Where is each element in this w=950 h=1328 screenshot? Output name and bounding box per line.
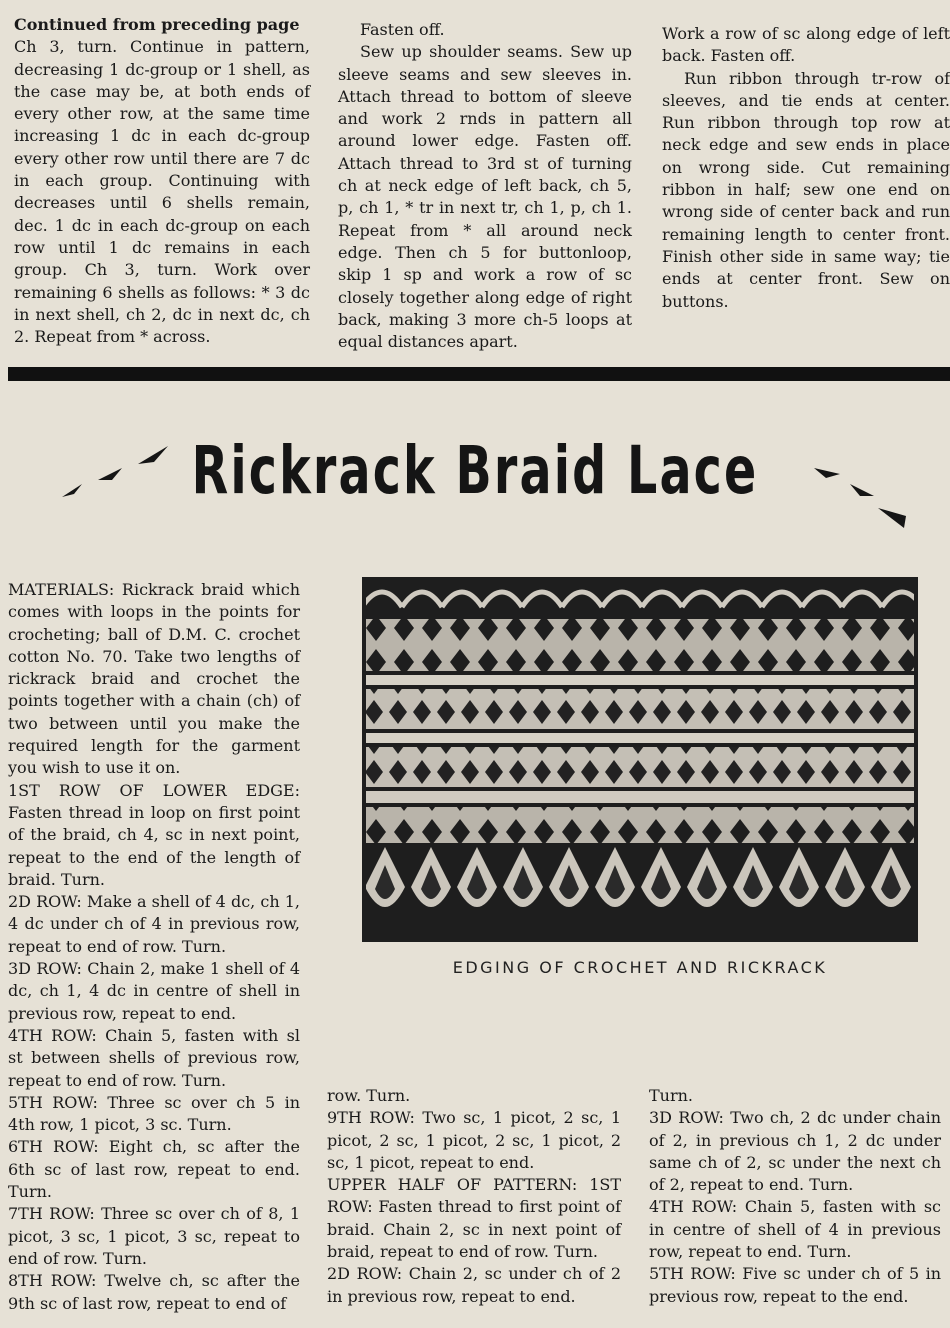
paragraph: 5TH ROW: Three sc over ch 5 in 4th row, 1 picot, 3 sc. Turn. [8, 1092, 300, 1135]
article-title: Rickrack Braid Lace [191, 432, 759, 509]
paragraph: 9TH ROW: Two sc, 1 picot, 2 sc, 1 picot, 2 sc, 1 picot, 2 sc, 1 picot, 2 sc, 1 picot, repeat to end. [327, 1108, 621, 1172]
paragraph: Turn. [649, 1086, 694, 1105]
paragraph: MATERIALS: Rickrack braid which comes with loops in the points for crocheting; ball of D.M. C. crochet cotton No. 70. Take two lengths of rickrack braid and crochet the points together with a chain (ch) of two between until you make the required length for the garment you wish to use it on. [8, 580, 300, 778]
paragraph: Sew up shoulder seams. Sew up sleeve seams and sew sleeves in. Attach thread to bottom of sleeve and work 2 rnds in pattern all around lower edge. Fasten off. Attach thread to 3rd st of turning ch at neck edge of left back, ch 5, p, ch 1, * tr in next tr, ch 1, p, ch 1. Repeat from * all around neck edge. Then ch 5 for buttonloop, skip 1 sp and work a row of sc closely together along edge of right back, making 3 more ch-5 loops at equal distances apart. [338, 42, 632, 352]
top-column-2 [338, 19, 632, 353]
paragraph: 3D ROW: Chain 2, make 1 shell of 4 dc, ch 1, 4 dc in centre of shell in previous row, repeat to end. [8, 959, 300, 1023]
article-column-middle [327, 1085, 621, 1308]
paragraph: UPPER HALF OF PATTERN: 1ST ROW: Fasten thread to first point of braid. Chain 2, sc in next point of braid, repeat to end of row. Turn. [327, 1175, 621, 1262]
paragraph: 3D ROW: Two ch, 2 dc under chain of 2, in previous ch 1, 2 dc under same ch of 2, sc under the next ch of 2, repeat to end. Turn. [649, 1108, 941, 1195]
paragraph: 6TH ROW: Eight ch, sc after the 6th sc of last row, repeat to end. Turn. [8, 1137, 300, 1202]
paragraph: 7TH ROW: Three sc over ch of 8, 1 picot, 3 sc, 1 picot, 3 sc, repeat to end of row. Turn. [8, 1204, 300, 1268]
paragraph: Ch 3, turn. Continue in pattern, decreasing 1 dc-group or 1 shell, as the case may be, at both ends of every other row, at the same time increasing 1 dc in each dc-group every other row until there are 7 dc in each group. Continuing with decreases until 6 shells remain, dec. 1 dc in each dc-group on each row until 1 dc remains in each group. Ch 3, turn. Work over remaining 6 shells as follows: * 3 dc in next shell, ch 2, dc in next dc, ch 2. Repeat from * across. [14, 37, 310, 347]
paragraph: 2D ROW: Chain 2, sc under ch of 2 in previous row, repeat to end. [327, 1264, 621, 1306]
paragraph: 4TH ROW: Chain 5, fasten with sl st between shells of previous row, repeat to end of row. Turn. [8, 1025, 300, 1090]
paragraph: Fasten off. [360, 20, 445, 39]
paragraph: 4TH ROW: Chain 5, fasten with sc in centre of shell of 4 in previous row, repeat to end. Turn. [649, 1197, 941, 1262]
lace-photo [362, 577, 918, 942]
paragraph: 8TH ROW: Twelve ch, sc after the 9th sc of last row, repeat to end of [8, 1271, 300, 1313]
paragraph: 5TH ROW: Five sc under ch of 5 in previous row, repeat to the end. [649, 1264, 941, 1306]
photo-caption: EDGING OF CROCHET AND RICKRACK [452, 958, 828, 977]
paragraph: Work a row of sc along edge of left back. Fasten off. [662, 24, 950, 66]
top-column-1 [14, 14, 310, 348]
paragraph: 1ST ROW OF LOWER EDGE: Fasten thread in loop on first point of the braid, ch 4, sc in next point, repeat to the end of the length of braid. Turn. [8, 780, 300, 889]
article-column-left [8, 579, 300, 1315]
paragraph: Run ribbon through tr-row of sleeves, and tie ends at center. Run ribbon through top row at neck edge and sew ends in place on wrong side. Cut remaining ribbon in half; sew one end on wrong side of center back and run remaining length to center front. Finish other side in same way; tie ends at center front. Sew on buttons. [662, 68, 950, 311]
right-tick-ornament [812, 462, 912, 532]
lace-illustration [362, 577, 918, 942]
paragraph: 2D ROW: Make a shell of 4 dc, ch 1, 4 dc under ch of 4 in previous row, repeat to end of row. Turn. [8, 892, 300, 956]
section-divider [8, 367, 950, 381]
article-column-right [649, 1085, 941, 1308]
top-column-3 [662, 23, 950, 313]
continued-heading: Continued from preceding page [14, 15, 300, 34]
paragraph: row. Turn. [327, 1086, 411, 1105]
